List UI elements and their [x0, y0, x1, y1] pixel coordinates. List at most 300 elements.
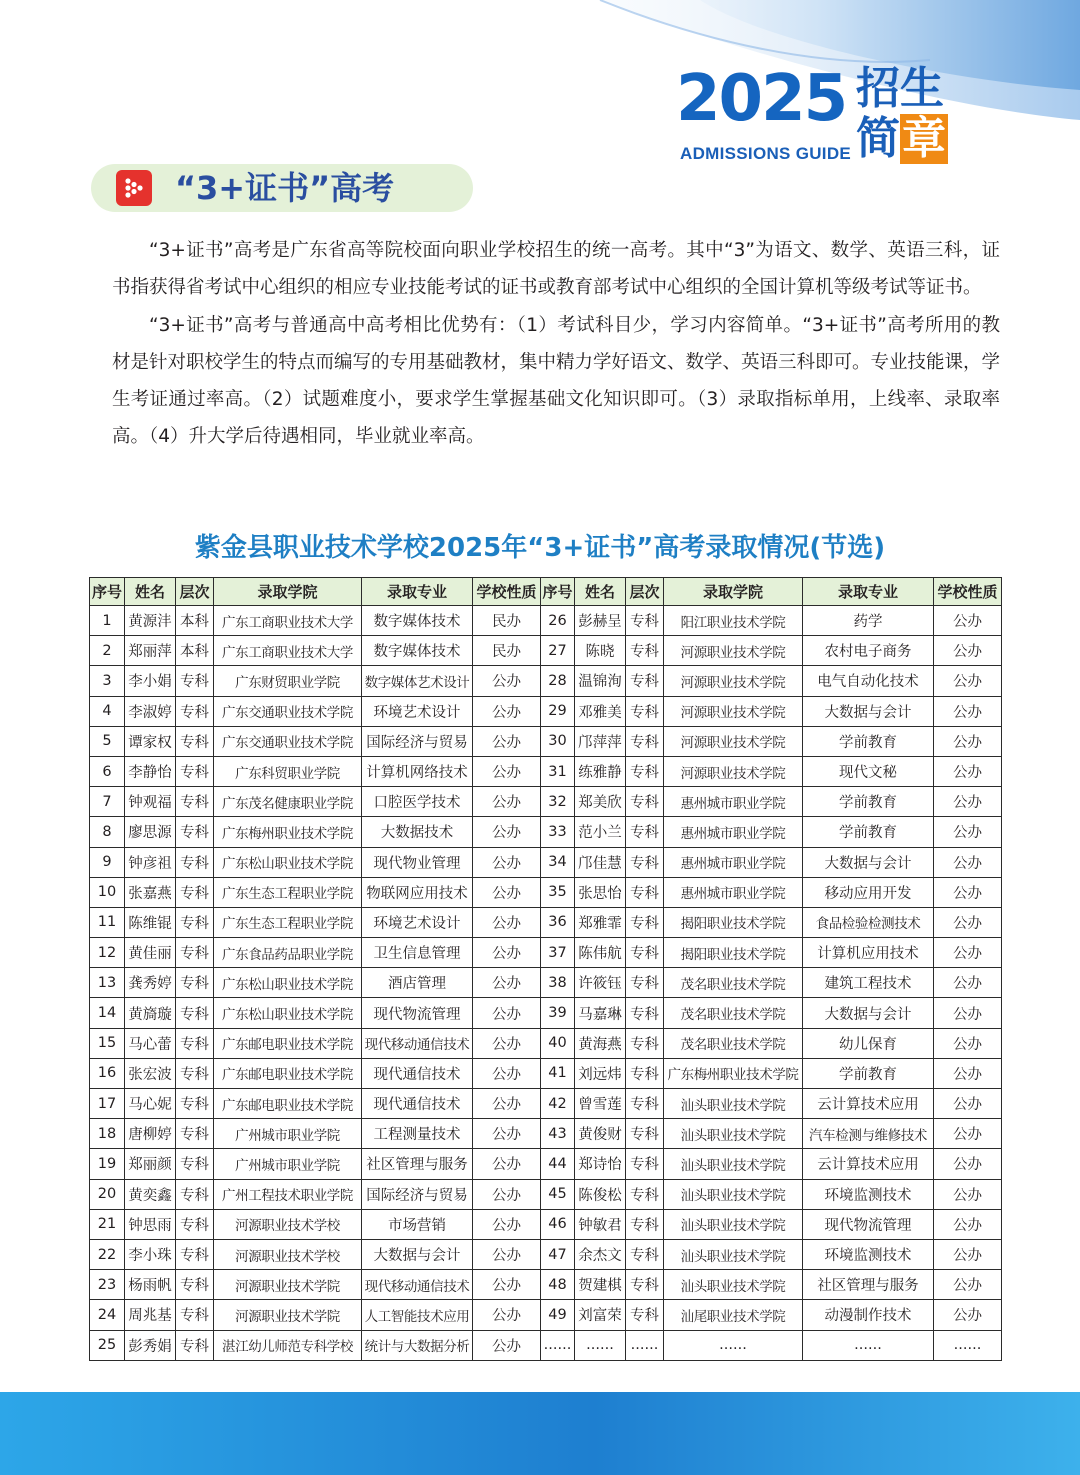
table-cell: 马心蕾	[125, 1028, 176, 1058]
table-cell: 公办	[934, 636, 1002, 666]
table-row	[90, 1058, 1002, 1088]
table-row	[90, 938, 1002, 968]
table-cell: 民办	[473, 606, 541, 636]
table-cell: 7	[90, 787, 125, 817]
table-cell: 惠州城市职业学院	[664, 787, 803, 817]
table-cell: 公办	[934, 1058, 1002, 1088]
table-cell: 人工智能技术应用	[362, 1300, 473, 1330]
table-cell: 公办	[934, 756, 1002, 786]
table-cell: 黄旖璇	[125, 998, 176, 1028]
table-cell: 云计算技术应用	[803, 1149, 934, 1179]
table-cell: 专科	[626, 877, 664, 907]
table-cell: 公办	[934, 1119, 1002, 1149]
table-cell: 邝萍萍	[575, 726, 626, 756]
table-cell: 公办	[473, 1119, 541, 1149]
table-cell: 广东工商职业技术大学	[214, 636, 362, 666]
table-cell: 谭家权	[125, 726, 176, 756]
table-cell: 曾雪莲	[575, 1089, 626, 1119]
table-cell: 揭阳职业技术学院	[664, 938, 803, 968]
logo-title-bottom-1: 简	[856, 113, 900, 164]
table-cell: 公办	[934, 1300, 1002, 1330]
table-cell: 公办	[473, 847, 541, 877]
table-cell: 揭阳职业技术学院	[664, 907, 803, 937]
table-cell: 广东财贸职业学院	[214, 666, 362, 696]
table-row	[90, 726, 1002, 756]
table-cell: ......	[934, 1330, 1002, 1360]
table-cell: 12	[90, 938, 125, 968]
table-cell: 36	[541, 907, 575, 937]
table-cell: 27	[541, 636, 575, 666]
table-cell: 公办	[473, 756, 541, 786]
table-body	[90, 606, 1002, 1361]
table-cell: 公办	[473, 1270, 541, 1300]
table-cell: 陈伟航	[575, 938, 626, 968]
column-header: 层次	[626, 578, 664, 606]
table-cell: 公办	[473, 877, 541, 907]
table-cell: 黄海燕	[575, 1028, 626, 1058]
table-cell: 云计算技术应用	[803, 1089, 934, 1119]
table-cell: 4	[90, 696, 125, 726]
table-cell: 国际经济与贸易	[362, 1179, 473, 1209]
table-row	[90, 847, 1002, 877]
table-row	[90, 1179, 1002, 1209]
table-cell: 邓雅美	[575, 696, 626, 726]
table-cell: 张宏波	[125, 1058, 176, 1088]
table-row	[90, 1209, 1002, 1239]
table-cell: 30	[541, 726, 575, 756]
table-cell: 专科	[626, 666, 664, 696]
table-cell: 广东食品药品职业学院	[214, 938, 362, 968]
table-cell: 专科	[626, 787, 664, 817]
column-header: 学校性质	[473, 578, 541, 606]
table-cell: 专科	[626, 1149, 664, 1179]
table-cell: 公办	[934, 998, 1002, 1028]
table-cell: 专科	[626, 1209, 664, 1239]
table-cell: 郑诗怡	[575, 1149, 626, 1179]
table-cell: 公办	[934, 1149, 1002, 1179]
table-cell: 专科	[626, 1270, 664, 1300]
table-cell: 43	[541, 1119, 575, 1149]
table-cell: 公办	[473, 907, 541, 937]
table-title: 紫金县职业技术学校2025年“3+证书”高考录取情况(节选)	[194, 533, 886, 563]
table-cell: 46	[541, 1209, 575, 1239]
table-cell: 公办	[473, 1330, 541, 1360]
table-cell: 公办	[934, 696, 1002, 726]
table-cell: 专科	[626, 726, 664, 756]
table-cell: 28	[541, 666, 575, 696]
table-cell: 湛江幼儿师范专科学校	[214, 1330, 362, 1360]
logo-year: 2025	[676, 62, 847, 136]
table-cell: 幼儿保育	[803, 1028, 934, 1058]
table-cell: 专科	[176, 1239, 214, 1269]
table-cell: 公办	[473, 787, 541, 817]
table-cell: 陈晓	[575, 636, 626, 666]
table-cell: 6	[90, 756, 125, 786]
table-cell: 专科	[626, 1239, 664, 1269]
table-cell: 专科	[626, 1058, 664, 1088]
table-row	[90, 1300, 1002, 1330]
table-row	[90, 787, 1002, 817]
table-cell: 公办	[473, 1300, 541, 1330]
table-cell: 22	[90, 1239, 125, 1269]
table-cell: 公办	[934, 1270, 1002, 1300]
column-header: 录取专业	[803, 578, 934, 606]
table-cell: 现代移动通信技术	[362, 1270, 473, 1300]
table-cell: 汕头职业技术学院	[664, 1149, 803, 1179]
table-cell: 25	[90, 1330, 125, 1360]
table-cell: 河源职业技术学院	[664, 726, 803, 756]
table-cell: 24	[90, 1300, 125, 1330]
table-cell: 河源职业技术学校	[214, 1239, 362, 1269]
table-cell: 专科	[626, 847, 664, 877]
column-header: 序号	[541, 578, 575, 606]
table-row	[90, 1239, 1002, 1269]
table-cell: 现代物流管理	[362, 998, 473, 1028]
table-cell: 专科	[626, 968, 664, 998]
table-cell: 陈维锟	[125, 907, 176, 937]
table-cell: 现代移动通信技术	[362, 1028, 473, 1058]
table-cell: 广东生态工程职业学院	[214, 907, 362, 937]
table-cell: 专科	[626, 696, 664, 726]
table-cell: 钟敏君	[575, 1209, 626, 1239]
table-cell: 16	[90, 1058, 125, 1088]
table-cell: 惠州城市职业学院	[664, 877, 803, 907]
table-cell: 工程测量技术	[362, 1119, 473, 1149]
table-cell: 汕头职业技术学院	[664, 1089, 803, 1119]
table-cell: 公办	[934, 1209, 1002, 1239]
table-cell: 41	[541, 1058, 575, 1088]
table-cell: 许筱钰	[575, 968, 626, 998]
table-cell: 19	[90, 1149, 125, 1179]
table-cell: 公办	[934, 1179, 1002, 1209]
table-cell: 汕头职业技术学院	[664, 1209, 803, 1239]
table-cell: 现代通信技术	[362, 1089, 473, 1119]
logo-title-bottom	[856, 114, 948, 164]
table-cell: 学前教育	[803, 726, 934, 756]
table-cell: 31	[541, 756, 575, 786]
table-cell: 18	[90, 1119, 125, 1149]
table-cell: 药学	[803, 606, 934, 636]
table-cell: 社区管理与服务	[803, 1270, 934, 1300]
table-cell: 专科	[626, 998, 664, 1028]
table-cell: 14	[90, 998, 125, 1028]
table-cell: 广东邮电职业技术学院	[214, 1028, 362, 1058]
table-row	[90, 1330, 1002, 1360]
intro-paragraph-1: “3+证书”高考是广东省高等院校面向职业学校招生的统一高考。其中“3”为语文、数学、英语三科，证书指获得省考试中心组织的相应专业技能考试的证书或教育部考试中心组织的全国计算机等级考试等证书。	[112, 240, 1000, 299]
table-cell: 郑美欣	[575, 787, 626, 817]
table-cell: 彭秀娟	[125, 1330, 176, 1360]
table-cell: 广东工商职业技术大学	[214, 606, 362, 636]
table-cell: 民办	[473, 636, 541, 666]
table-cell: 专科	[176, 696, 214, 726]
table-cell: 29	[541, 696, 575, 726]
table-row	[90, 877, 1002, 907]
table-cell: 电气自动化技术	[803, 666, 934, 696]
logo-title-top: 招生	[856, 63, 944, 114]
table-cell: 公办	[473, 1149, 541, 1179]
table-cell: 数字媒体技术	[362, 636, 473, 666]
table-cell: 公办	[934, 666, 1002, 696]
table-cell: 公办	[934, 787, 1002, 817]
table-cell: 范小兰	[575, 817, 626, 847]
column-header: 序号	[90, 578, 125, 606]
table-cell: 公办	[934, 1089, 1002, 1119]
table-cell: 唐柳婷	[125, 1119, 176, 1149]
table-cell: 河源职业技术学院	[214, 1270, 362, 1300]
table-cell: 公办	[473, 1089, 541, 1119]
table-cell: 大数据与会计	[362, 1239, 473, 1269]
table-cell: 现代物业管理	[362, 847, 473, 877]
table-row	[90, 1089, 1002, 1119]
table-cell: 专科	[626, 938, 664, 968]
play-icon	[116, 170, 152, 206]
table-cell: 公办	[473, 1209, 541, 1239]
table-cell: 社区管理与服务	[362, 1149, 473, 1179]
table-cell: 公办	[473, 666, 541, 696]
table-cell: 专科	[176, 1330, 214, 1360]
table-cell: 5	[90, 726, 125, 756]
table-cell: 汕头职业技术学院	[664, 1119, 803, 1149]
table-cell: 广东生态工程职业学院	[214, 877, 362, 907]
table-cell: 钟彦祖	[125, 847, 176, 877]
table-cell: 32	[541, 787, 575, 817]
table-row	[90, 1270, 1002, 1300]
table-cell: 专科	[176, 666, 214, 696]
table-header-row	[90, 578, 1002, 606]
table-cell: 本科	[176, 606, 214, 636]
table-cell: 食品检验检测技术	[803, 907, 934, 937]
table-cell: 公办	[473, 726, 541, 756]
table-cell: 余杰文	[575, 1239, 626, 1269]
column-header: 层次	[176, 578, 214, 606]
table-cell: 专科	[176, 968, 214, 998]
table-cell: 公办	[473, 1239, 541, 1269]
table-cell: 大数据与会计	[803, 847, 934, 877]
table-cell: 本科	[176, 636, 214, 666]
table-cell: 专科	[176, 817, 214, 847]
table-cell: 9	[90, 847, 125, 877]
table-cell: 大数据技术	[362, 817, 473, 847]
table-cell: 专科	[176, 998, 214, 1028]
table-cell: 13	[90, 968, 125, 998]
table-cell: 公办	[934, 1239, 1002, 1269]
table-cell: 专科	[176, 1209, 214, 1239]
table-row	[90, 907, 1002, 937]
table-cell: 40	[541, 1028, 575, 1058]
table-cell: 郑雅霏	[575, 907, 626, 937]
logo-title-bottom-2: 章	[902, 113, 946, 164]
table-cell: 汕头职业技术学院	[664, 1239, 803, 1269]
table-cell: 45	[541, 1179, 575, 1209]
table-cell: 汽车检测与维修技术	[803, 1119, 934, 1149]
table-cell: 数字媒体技术	[362, 606, 473, 636]
table-cell: 广州城市职业学院	[214, 1149, 362, 1179]
table-cell: 环境监测技术	[803, 1179, 934, 1209]
table-cell: 广东松山职业技术学院	[214, 847, 362, 877]
table-cell: 酒店管理	[362, 968, 473, 998]
table-cell: 专科	[176, 726, 214, 756]
table-cell: ......	[575, 1330, 626, 1360]
table-cell: 马心妮	[125, 1089, 176, 1119]
table-cell: 公办	[934, 968, 1002, 998]
table-cell: 39	[541, 998, 575, 1028]
table-cell: 专科	[626, 907, 664, 937]
table-cell: 广州工程技术职业学院	[214, 1179, 362, 1209]
table-cell: 汕尾职业技术学院	[664, 1300, 803, 1330]
column-header: 录取专业	[362, 578, 473, 606]
table-cell: 公办	[473, 1179, 541, 1209]
table-cell: 河源职业技术学院	[664, 636, 803, 666]
table-cell: 茂名职业技术学院	[664, 1028, 803, 1058]
table-cell: 现代文秘	[803, 756, 934, 786]
table-cell: 10	[90, 877, 125, 907]
table-cell: 现代通信技术	[362, 1058, 473, 1088]
table-cell: 广东交通职业技术学院	[214, 726, 362, 756]
table-cell: 专科	[176, 877, 214, 907]
table-cell: 广州城市职业学院	[214, 1119, 362, 1149]
table-cell: 23	[90, 1270, 125, 1300]
table-cell: 38	[541, 968, 575, 998]
table-cell: 杨雨帆	[125, 1270, 176, 1300]
table-cell: 广东邮电职业技术学院	[214, 1089, 362, 1119]
section-title: “3+证书”高考	[175, 169, 395, 207]
table-cell: 专科	[626, 817, 664, 847]
table-cell: 公办	[473, 968, 541, 998]
column-header: 录取学院	[214, 578, 362, 606]
table-cell: 环境监测技术	[803, 1239, 934, 1269]
table-row	[90, 968, 1002, 998]
table-cell: 20	[90, 1179, 125, 1209]
table-cell: 公办	[934, 877, 1002, 907]
table-cell: 15	[90, 1028, 125, 1058]
table-cell: 公办	[934, 847, 1002, 877]
table-cell: 专科	[176, 787, 214, 817]
table-cell: 26	[541, 606, 575, 636]
column-header: 姓名	[575, 578, 626, 606]
table-cell: 公办	[934, 817, 1002, 847]
table-cell: 专科	[176, 1089, 214, 1119]
table-cell: 李淑婷	[125, 696, 176, 726]
table-cell: 公办	[934, 907, 1002, 937]
table-cell: 惠州城市职业学院	[664, 847, 803, 877]
table-cell: 广东邮电职业技术学院	[214, 1058, 362, 1088]
table-cell: 贺建棋	[575, 1270, 626, 1300]
table-cell: ......	[541, 1330, 575, 1360]
table-cell: 专科	[176, 1179, 214, 1209]
table-cell: 彭赫呈	[575, 606, 626, 636]
table-cell: 计算机应用技术	[803, 938, 934, 968]
table-cell: 公办	[934, 938, 1002, 968]
table-cell: 专科	[176, 1119, 214, 1149]
table-cell: 专科	[176, 1270, 214, 1300]
table-cell: 学前教育	[803, 1058, 934, 1088]
table-cell: 专科	[626, 1300, 664, 1330]
admissions-guide-logo	[676, 62, 966, 170]
table-cell: 现代物流管理	[803, 1209, 934, 1239]
table-cell: 河源职业技术学院	[664, 756, 803, 786]
table-row	[90, 666, 1002, 696]
table-cell: 河源职业技术学院	[664, 666, 803, 696]
table-cell: 3	[90, 666, 125, 696]
footer-band	[0, 1392, 1080, 1475]
table-cell: ......	[626, 1330, 664, 1360]
table-cell: 汕头职业技术学院	[664, 1270, 803, 1300]
table-cell: 21	[90, 1209, 125, 1239]
section-header	[91, 164, 473, 212]
table-cell: 黄佳丽	[125, 938, 176, 968]
table-cell: 练雅静	[575, 756, 626, 786]
table-cell: 河源职业技术学校	[214, 1209, 362, 1239]
table-cell: 11	[90, 907, 125, 937]
table-cell: 专科	[176, 1058, 214, 1088]
table-cell: 移动应用开发	[803, 877, 934, 907]
table-cell: 公办	[934, 726, 1002, 756]
column-header: 姓名	[125, 578, 176, 606]
table-cell: 34	[541, 847, 575, 877]
table-row	[90, 1149, 1002, 1179]
table-cell: 汕头职业技术学院	[664, 1179, 803, 1209]
table-cell: 李小娟	[125, 666, 176, 696]
table-cell: 钟观福	[125, 787, 176, 817]
table-cell: 48	[541, 1270, 575, 1300]
table-cell: 专科	[176, 938, 214, 968]
table-cell: 李小珠	[125, 1239, 176, 1269]
table-cell: 广东梅州职业技术学院	[664, 1058, 803, 1088]
table-cell: 专科	[626, 1089, 664, 1119]
table-cell: 专科	[626, 1179, 664, 1209]
table-cell: 张思怡	[575, 877, 626, 907]
table-cell: 广东科贸职业学院	[214, 756, 362, 786]
logo-subtitle: ADMISSIONS GUIDE	[680, 144, 852, 163]
table-row	[90, 636, 1002, 666]
table-row	[90, 606, 1002, 636]
table-cell: 计算机网络技术	[362, 756, 473, 786]
table-cell: 学前教育	[803, 787, 934, 817]
table-cell: 1	[90, 606, 125, 636]
table-cell: 环境艺术设计	[362, 696, 473, 726]
admissions-table	[89, 577, 1002, 1361]
table-cell: 物联网应用技术	[362, 877, 473, 907]
table-cell: 33	[541, 817, 575, 847]
table-cell: 专科	[176, 847, 214, 877]
table-cell: 公办	[473, 1058, 541, 1088]
table-cell: 茂名职业技术学院	[664, 998, 803, 1028]
table-cell: 建筑工程技术	[803, 968, 934, 998]
table-cell: 卫生信息管理	[362, 938, 473, 968]
table-cell: 公办	[473, 696, 541, 726]
table-cell: 刘富荣	[575, 1300, 626, 1330]
table-cell: 动漫制作技术	[803, 1300, 934, 1330]
table-cell: 市场营销	[362, 1209, 473, 1239]
table-cell: 郑丽颜	[125, 1149, 176, 1179]
table-cell: 49	[541, 1300, 575, 1330]
table-row	[90, 1028, 1002, 1058]
table-cell: 学前教育	[803, 817, 934, 847]
table-cell: 公办	[473, 938, 541, 968]
intro-text	[112, 232, 1000, 456]
table-cell: 数字媒体艺术设计	[362, 666, 473, 696]
table-row	[90, 1119, 1002, 1149]
table-cell: 专科	[176, 1300, 214, 1330]
table-cell: 河源职业技术学院	[214, 1300, 362, 1330]
table-cell: 8	[90, 817, 125, 847]
table-cell: 廖思源	[125, 817, 176, 847]
table-cell: 专科	[176, 1028, 214, 1058]
table-cell: 广东松山职业技术学院	[214, 968, 362, 998]
table-cell: 钟思雨	[125, 1209, 176, 1239]
table-cell: 公办	[934, 606, 1002, 636]
table-cell: 环境艺术设计	[362, 907, 473, 937]
